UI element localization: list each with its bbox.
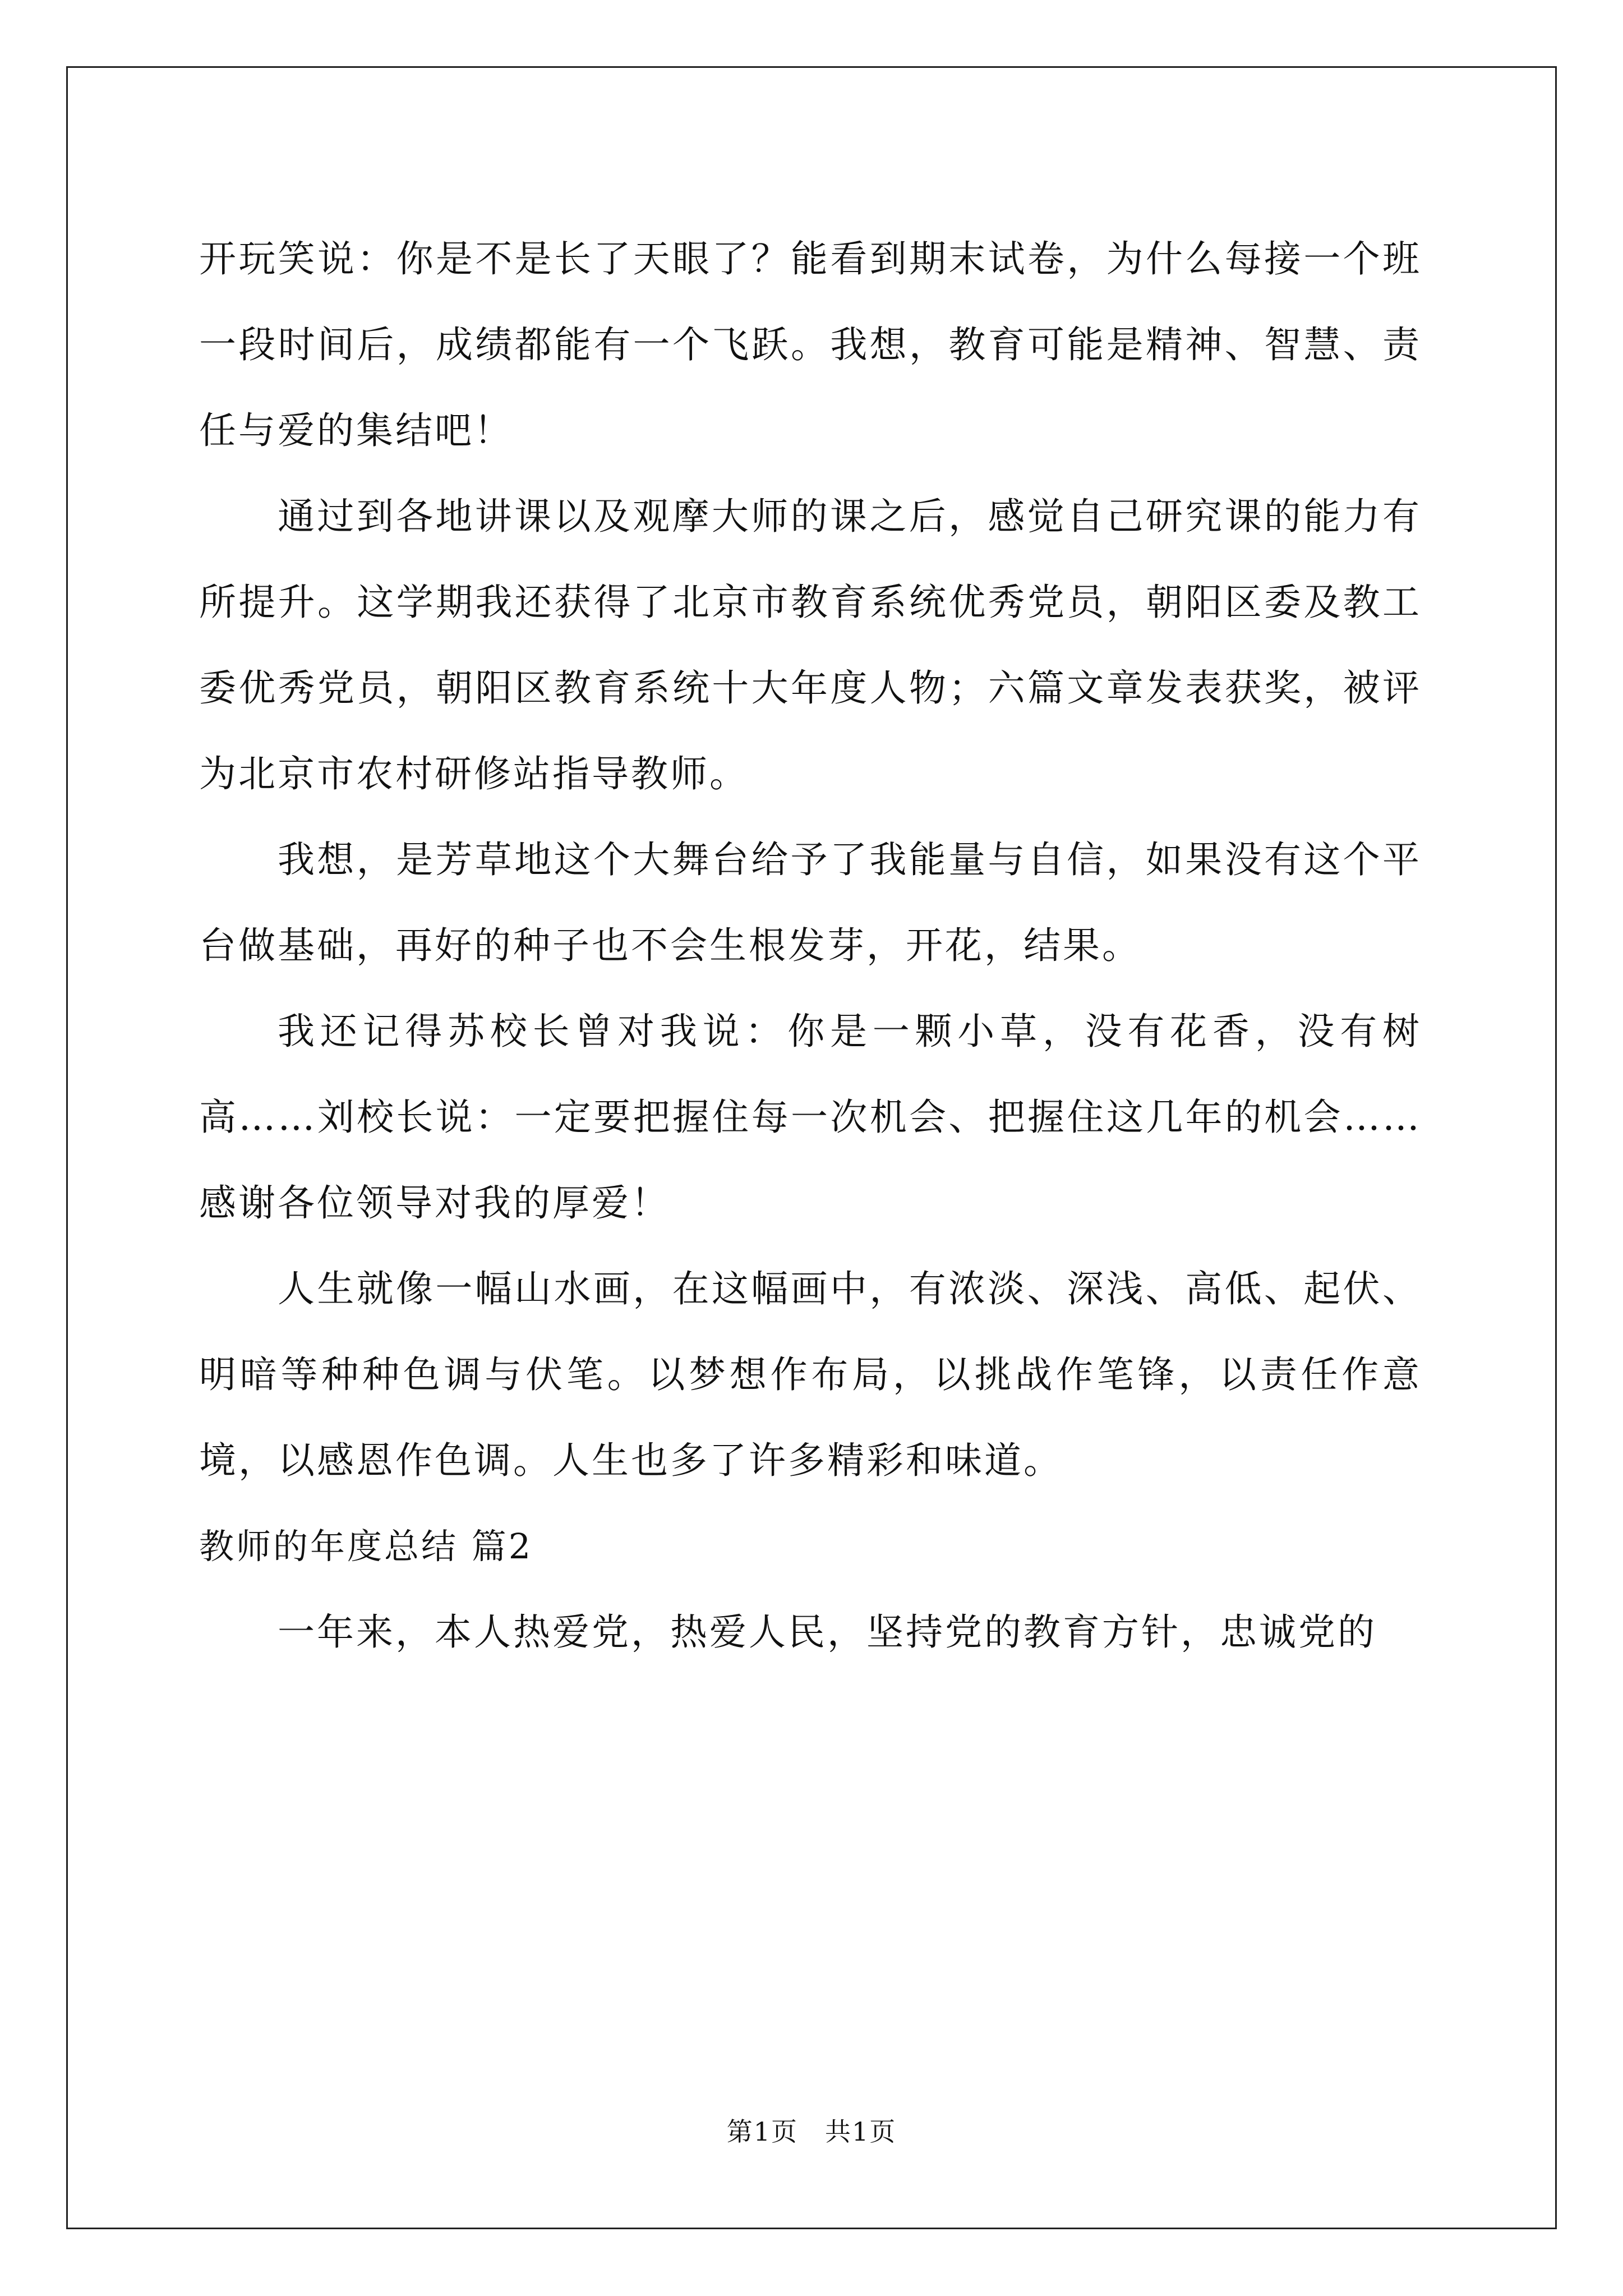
document-body [199,216,1422,1675]
section-heading: 教师的年度总结 篇2 [199,1526,533,1567]
paragraph-5: 人生就像一幅山水画，在这幅画中，有浓淡、深浅、高低、起伏、明暗等种种色调与伏笔。以梦想作布局，以挑战作笔锋，以责任作意境，以感恩作色调。人生也多了许多精彩和味道。 [199,1267,1422,1482]
page-footer: 第1页 共1页 [726,2116,897,2147]
paragraph-1: 开玩笑说：你是不是长了天眼了？能看到期末试卷，为什么每接一个班一段时间后，成绩都能有一个飞跃。我想，教育可能是精神、智慧、责任与爱的集结吧！ [199,237,1422,452]
paragraph-3: 我想，是芳草地这个大舞台给予了我能量与自信，如果没有这个平台做基础，再好的种子也不会生根发芽，开花，结果。 [199,838,1422,967]
paragraph-4: 我还记得苏校长曾对我说：你是一颗小草，没有花香，没有树高……刘校长说：一定要把握住每一次机会、把握住这几年的机会……感谢各位领导对我的厚爱！ [199,1010,1422,1225]
paragraph-2: 通过到各地讲课以及观摩大师的课之后，感觉自己研究课的能力有所提升。这学期我还获得了北京市教育系统优秀党员，朝阳区委及教工委优秀党员，朝阳区教育系统十大年度人物；六篇文章发表获奖，被评为北京市农村研修站指导教师。 [199,495,1422,795]
paragraph-6: 一年来，本人热爱党，热爱人民，坚持党的教育方针，忠诚党的 [278,1611,1377,1654]
